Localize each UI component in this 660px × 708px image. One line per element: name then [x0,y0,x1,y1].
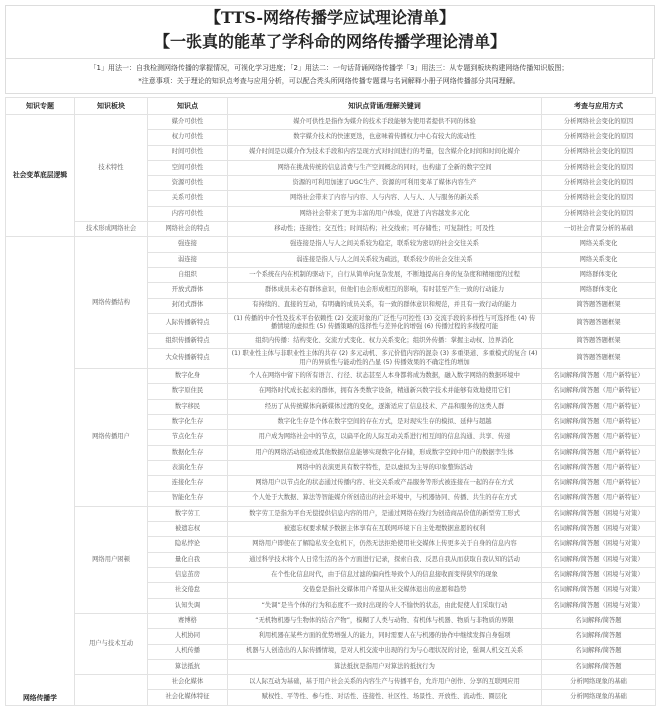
usage-cell: 分析网络现象的基础 [542,690,656,705]
usage-cell: 名词解释/简答题（用户新特征） [542,476,656,491]
point-cell: 开放式群体 [148,283,228,298]
point-cell: 大众传播新特点 [148,349,228,369]
title-box [5,5,655,59]
point-cell: 连接化生存 [148,476,228,491]
keywords-cell: 媒介时间是以媒介作为技术手段和内容呈现方式对时间进行的考量，包含媒介化时间和时间化媒介 [228,145,542,160]
keywords-cell: 在个性化信息时代，由于信息过滤的偏向性导致个人的信息接收面变得狭窄的现象 [228,568,542,583]
point-cell: 节点化生存 [148,430,228,445]
usage-cell: 名词解释/简答题 [542,659,656,674]
usage-cell: 简答题答题框架 [542,349,656,369]
header-topic: 知识专题 [6,98,75,115]
usage-cell: 分析网络社会变化的原因 [542,176,656,191]
point-cell: 弱连接 [148,252,228,267]
usage-cell: 名词解释/简答题（用户新特征） [542,415,656,430]
keywords-cell: 网络社会带来了更为丰富的用户体验，促进了内容越发多元化 [228,206,542,221]
usage-cell: 名词解释/简答题（困境与对策） [542,598,656,613]
point-cell: 权力可供性 [148,130,228,145]
point-cell: 关系可供性 [148,191,228,206]
keywords-cell: 以人际互动为基础，基于用户社会关系的内容生产与传播平台，允许用户创作、分享的互联网应用 [228,675,542,690]
usage-cell: 名词解释/简答题 [542,629,656,644]
header-point: 知识点 [148,98,228,115]
keywords-cell: 有持续的、直接的互动，有明确的成员关系，有一致的群体意识和规范，并且有一致行动的能力 [228,298,542,313]
point-cell: 时间可供性 [148,145,228,160]
table-header-row [6,98,656,115]
page-title: 【TTS-网络传播学应试理论清单】 [204,8,456,27]
usage-notes [5,58,653,94]
table-row [6,369,656,384]
usage-cell: 名词解释/简答题（用户新特征） [542,430,656,445]
point-cell: 资源可供性 [148,176,228,191]
section-cell [75,675,148,706]
keywords-cell: 用户的网络活动痕迹或其他数据信息能够实现数字化存储，形成数字空间中用户的数据孪生体 [228,445,542,460]
keywords-cell: 通过科学技术将个人日常生活的各个方面进行记录，探索自我、反思自我从而获取自我认知的活动 [228,552,542,567]
point-cell: 数字化身 [148,369,228,384]
keywords-cell: 数字媒介技术的快速更迭，也意味着传播权力中心有较大的流动性 [228,130,542,145]
point-cell: 网络社会的特点 [148,222,228,237]
usage-cell: 网络关系变化 [542,237,656,252]
usage-cell: 分析网络社会变化的原因 [542,115,656,130]
header-usage: 考查与应用方式 [542,98,656,115]
usage-cell: 名词解释/简答题（困境与对策） [542,522,656,537]
section-cell: 用户与技术互动 [75,613,148,674]
usage-cell: 名词解释/简答题（用户新特征） [542,399,656,414]
point-cell: 被遗忘权 [148,522,228,537]
usage-cell: 简答题答题框架 [542,298,656,313]
point-cell: 认知失调 [148,598,228,613]
keywords-cell: 经历了从传统媒体向新媒体过渡的变化，逐渐适应了信息技术、产品和服务的这类人群 [228,399,542,414]
usage-cell: 网络群体变化 [542,267,656,282]
section-cell: 网络用户困顿 [75,506,148,613]
topic-cell: 网络传播学 [6,237,75,705]
keywords-cell: 弱连接是指人与人之间关系较为疏远，联系较少的社会交往关系 [228,252,542,267]
usage-cell: 分析网络现象的基础 [542,675,656,690]
keywords-cell: 算法抵抗是指用户对算法的抵抗行为 [228,659,542,674]
topic-cell: 社会变革底层逻辑 [6,115,75,237]
keywords-cell: 资源的可利用加速了UGC生产、资源的可利用变革了媒体内容生产 [228,176,542,191]
table-row [6,115,656,130]
keywords-cell: (1) 传播的中介性及技术平台依赖性 (2) 交流对象的广泛性与可控性 (3) 交流手段的多样性与可选择性 (4) 传播情境的虚拟性 (5) 传播策略的选择性与差异化的增强 (6) 传播过程的多线程可能 [228,313,542,333]
point-cell: 社会化媒体特征 [148,690,228,705]
keywords-cell: 群体成员未必有群体意识，但他们也会形成相互的影响，有时甚至产生一致的行动能力 [228,283,542,298]
keywords-cell: 网络用户以节点化的状态通过传播内容、社交关系或产品服务等形式被连接在一起的存在方式 [228,476,542,491]
table-row [6,222,656,237]
usage-cell: 网络关系变化 [542,252,656,267]
point-cell: 信息茧房 [148,568,228,583]
point-cell: 智能化生存 [148,491,228,506]
usage-cell: 简答题答题框架 [542,313,656,333]
point-cell: 算法抵抗 [148,659,228,674]
point-cell: 数字移民 [148,399,228,414]
keywords-cell: 在网络时代成长起来的群体，拥有各类数字设备，精通新兴数字技术并能够有效地使用它们 [228,384,542,399]
section-cell: 网络传播结构 [75,237,148,369]
keywords-cell: 媒介可供性是指作为媒介的技术手段能够为使用者提供不同的体验 [228,115,542,130]
table-row [6,613,656,628]
usage-cell: 名词解释/简答题（用户新特征） [542,369,656,384]
usage-note-line: 「1」用法一：自我检测网络传播的掌握情况，可视化学习进度；「2」用法二：一句话背诵网络传播学「3」用法三：从专题到板块构建网络传播知识版图； [89,64,569,72]
keywords-cell: 网络中的表演更具有数字特性，是以虚拟为主导的印象整饰活动 [228,460,542,475]
keywords-cell: 利用机器在某些方面的优势增强人的能力，同时需要人在与机器的协作中继续发挥自身强项 [228,629,542,644]
table-row [6,237,656,252]
keywords-cell: 强连接是指人与人之间关系较为稳定，联系较为密切的社会交往关系 [228,237,542,252]
point-cell: 空间可供性 [148,160,228,175]
usage-cell: 简答题答题框架 [542,333,656,348]
usage-cell: 分析网络社会变化的原因 [542,160,656,175]
section-cell: 技术形成网络社会 [75,222,148,237]
keywords-cell: 赋权性、平等性、参与性、对话性、连接性、社区性、场景性、开放性、流动性、圈层化 [228,690,542,705]
usage-cell: 名词解释/简答题（困境与对策） [542,583,656,598]
keywords-cell: 网络在挑战传统的信息消费与生产空间概念的同时，也构建了全新的数字空间 [228,160,542,175]
point-cell: 组织传播新特点 [148,333,228,348]
keywords-cell: (1) 职业性主体与非职业性主体的共存 (2) 多元动机、多元价值内容的混杂 (3) 多重渠道、多重模式的复合 (4) 用户的异质性与能动性的凸显 (5) 传播效果的不确定性的增加 [228,349,542,369]
point-cell: 数据化生存 [148,445,228,460]
keywords-cell: “无机物机器与生物体的结合产物”，模糊了人类与动物、有机体与机器、物质与非物质的界限 [228,613,542,628]
keywords-cell: 交倦怠是指社交媒体用户希望从社交媒体退出的意愿和趋势 [228,583,542,598]
keywords-cell: 网络用户即使在了解隐私安全危机下，仍然无法拒绝使用社交媒体上传更多关于自身的信息内容 [228,537,542,552]
section-cell: 网络传播用户 [75,369,148,507]
keywords-cell: 一个系统在内在机制的驱动下，自行从简单向复杂发展，不断地提高自身的复杂度和精细度的过程 [228,267,542,282]
usage-cell: 分析网络社会变化的原因 [542,191,656,206]
usage-cell: 名词解释/简答题 [542,644,656,659]
usage-cell: 名词解释/简答题 [542,613,656,628]
point-cell: 人际传播新特点 [148,313,228,333]
page-subtitle: 【一张真的能革了学科命的网络传播学理论清单】 [153,32,506,51]
point-cell: 量化自我 [148,552,228,567]
point-cell: 媒介可供性 [148,115,228,130]
point-cell: 表演化生存 [148,460,228,475]
point-cell: 自组织 [148,267,228,282]
keywords-cell: 个人处于大数据、算法等智能媒介所创造出的社会环境中，与机器协同、传播、共生的存在方式 [228,491,542,506]
usage-cell: 名词解释/简答题（用户新特征） [542,460,656,475]
keywords-cell: 个人在网络中留下的所有语言、行径、状态甚至人本身都将成为数据，融入数字网络的数据环境中 [228,369,542,384]
usage-cell: 名词解释/简答题（用户新特征） [542,491,656,506]
keywords-cell: 网络社会带来了内容与内容、人与内容、人与人、人与服务的新关系 [228,191,542,206]
section-cell: 技术特性 [75,115,148,222]
point-cell: 数字化生存 [148,415,228,430]
point-cell: 人机协同 [148,629,228,644]
point-cell: 数字劳工 [148,506,228,521]
table-row [6,675,656,690]
usage-cell: 名词解释/简答题（困境与对策） [542,568,656,583]
keywords-cell: 被遗忘权要求赋予数据主体享有在互联网环境下自主处理数据意愿的权利 [228,522,542,537]
keywords-cell: 数字化生存是个体在数字空间的存在方式，是对现实生存的模拟、延伸与超越 [228,415,542,430]
keywords-cell: 组织内传播：结构变化、交流方式变化、权力关系变化；组织外传播：掌握主动权、边界消化 [228,333,542,348]
point-cell: 封闭式群体 [148,298,228,313]
usage-cell: 网络群体变化 [542,283,656,298]
point-cell: 数字原住民 [148,384,228,399]
keywords-cell: 机器与人创造出的人际传播情境，是对人机交流中出现的行为与心理状况的讨论，强调人机交互关系 [228,644,542,659]
table-row [6,506,656,521]
keywords-cell: 数字劳工是指为平台无偿提供信息内容的用户，是通过网络在线行为创造商品价值的新型劳工形式 [228,506,542,521]
keywords-cell: 移动性；连接性；交互性；时间结构；社交线索；可存储性；可复制性；可及性 [228,222,542,237]
header-section: 知识板块 [75,98,148,115]
point-cell: 隐私悖论 [148,537,228,552]
usage-cell: 名词解释/简答题（用户新特征） [542,384,656,399]
point-cell: 强连接 [148,237,228,252]
theory-table [5,97,656,706]
keywords-cell: “失调”是当个体的行为和态度不一致时出现的令人不愉快的状态，由此促使人们采取行动 [228,598,542,613]
point-cell: 赛博格 [148,613,228,628]
point-cell: 社交倦怠 [148,583,228,598]
caution-note-line: *注意事项：关于理论的知识点考查与应用分析，可以配合秃头所网络传播专题课与名词解释小册子网络传播部分共同理解。 [138,77,520,85]
usage-cell: 分析网络社会变化的原因 [542,145,656,160]
header-keywords: 知识点背诵/理解关键词 [228,98,542,115]
usage-cell: 分析网络社会变化的原因 [542,130,656,145]
usage-cell: 名词解释/简答题（用户新特征） [542,445,656,460]
point-cell: 人机传播 [148,644,228,659]
point-cell: 社会化媒体 [148,675,228,690]
point-cell: 内容可供性 [148,206,228,221]
usage-cell: 一切社会背景分析的基础 [542,222,656,237]
usage-cell: 名词解释/简答题（困境与对策） [542,537,656,552]
keywords-cell: 用户成为网络社会中的节点，以扁平化的人际互动关系进行相互间的信息沟通、共享、传递 [228,430,542,445]
usage-cell: 名词解释/简答题（困境与对策） [542,552,656,567]
usage-cell: 名词解释/简答题（困境与对策） [542,506,656,521]
usage-cell: 分析网络社会变化的原因 [542,206,656,221]
